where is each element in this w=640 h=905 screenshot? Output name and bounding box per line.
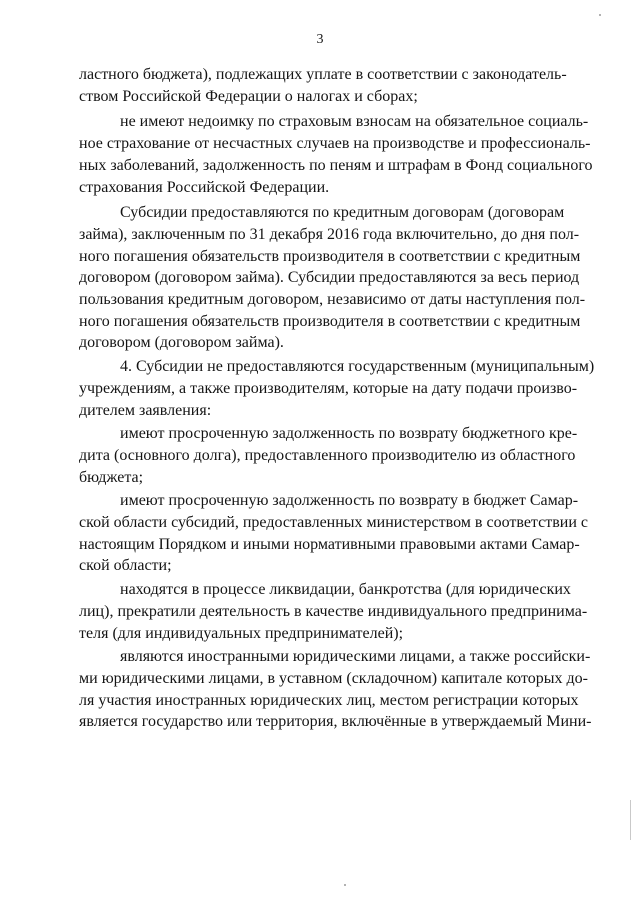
text-line: находятся в процессе ликвидации, банкротства (для юридических	[120, 581, 571, 599]
text-line: Субсидии предоставляются по кредитным договорам (договорам	[120, 204, 565, 222]
paragraph	[79, 111, 593, 198]
text-line: пользования кредитным договором, независимо от даты наступления пол-	[79, 291, 586, 309]
text-line: ством Российской Федерации о налогах и сборах;	[79, 87, 418, 105]
text-line: ми юридическими лицами, в уставном (складочном) капитале которых до-	[79, 669, 588, 687]
text-line: являются иностранными юридическими лицами, а также российски-	[120, 648, 591, 666]
paragraph	[79, 490, 588, 577]
paragraph	[79, 202, 586, 354]
text-line: договором (договором займа). Субсидии предоставляются за весь период	[79, 269, 580, 287]
text-line: ля участия иностранных юридических лиц, местом регистрации которых	[79, 691, 579, 709]
document-body	[79, 64, 595, 733]
text-line: ное страхование от несчастных случаев на производстве и профессиональ-	[79, 135, 591, 153]
text-line: займа), заключенным по 31 декабря 2016 года включительно, до дня пол-	[79, 225, 580, 243]
text-line: ластного бюджета), подлежащих уплате в соответствии с законодатель-	[79, 66, 567, 83]
text-line: является государство или территория, включённые в утверждаемый Мини-	[79, 713, 592, 731]
text-line: ного погашения обязательств производителя в соответствии с кредитным	[79, 247, 581, 265]
text-line: бюджета;	[79, 468, 144, 486]
text-line: настоящим Порядком и иными нормативными правовыми актами Самар-	[79, 535, 580, 553]
scan-speck	[599, 14, 601, 16]
paragraph	[79, 579, 588, 644]
paragraph	[79, 423, 578, 488]
text-line: ных заболеваний, задолженность по пеням и штрафам в Фонд социального	[79, 156, 593, 174]
text-line: имеют просроченную задолженность по возврату в бюджет Самар-	[120, 492, 579, 510]
scan-speck	[344, 884, 346, 886]
text-line: теля (для индивидуальных предпринимателей);	[79, 624, 404, 642]
text-line: лиц), прекратили деятельность в качестве индивидуального предпринима-	[79, 602, 588, 620]
paragraph	[79, 646, 592, 733]
text-line: 4. Субсидии не предоставляются государственным (муниципальным)	[120, 358, 595, 376]
text-line: учреждениям, а также производителям, которые на дату подачи произво-	[79, 379, 578, 397]
text-line: страхования Российской Федерации.	[79, 178, 330, 196]
text-line: договором (договором займа).	[79, 334, 284, 352]
paragraph	[79, 356, 595, 421]
text-line: ного погашения обязательств производителя в соответствии с кредитным	[79, 312, 581, 330]
scan-edge-mark	[630, 800, 631, 840]
text-line: дителем заявления:	[79, 401, 212, 419]
text-line: ской области субсидий, предоставленных министерством в соответствии с	[79, 514, 588, 532]
text-line: дита (основного долга), предоставленного производителю из областного	[79, 446, 576, 464]
page-number: 3	[316, 32, 324, 47]
paragraph	[79, 64, 567, 107]
text-line: ской области;	[79, 557, 172, 575]
text-line: имеют просроченную задолженность по возврату бюджетного кре-	[120, 425, 578, 443]
text-line: не имеют недоимку по страховым взносам на обязательное социаль-	[120, 113, 589, 131]
